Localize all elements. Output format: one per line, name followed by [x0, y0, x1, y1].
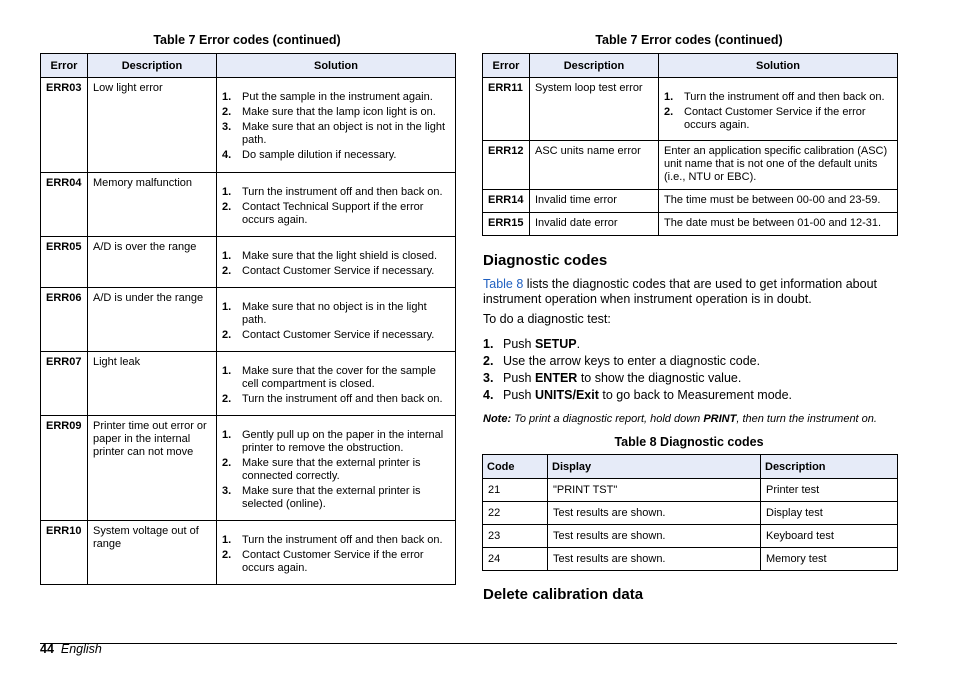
step-number: 3. — [483, 371, 494, 385]
step-number: 1. — [222, 534, 232, 546]
step-text: Gently pull up on the paper in the internal printer to remove the obstruction. — [242, 429, 444, 454]
step-text: Do sample dilution if necessary. — [242, 149, 397, 161]
step-text: Make sure that the external printer is selected (online). — [242, 485, 421, 510]
step-number: 1. — [483, 337, 494, 351]
diagnostic-step — [483, 371, 897, 388]
step-text: Make sure that no object is in the light path. — [242, 301, 427, 326]
error-solution — [217, 416, 456, 521]
diagnostic-display: "PRINT TST" — [548, 479, 761, 502]
error-description: Low light error — [88, 78, 217, 173]
error-description: A/D is over the range — [88, 237, 217, 288]
solution-step — [222, 429, 450, 455]
solution-steps — [222, 250, 450, 278]
step-number: 3. — [222, 485, 232, 497]
table-row — [483, 479, 898, 502]
solution-step — [222, 250, 450, 263]
solution-steps — [222, 429, 450, 511]
table-row — [41, 237, 456, 288]
footer-divider — [40, 643, 897, 644]
step-number: 4. — [222, 149, 232, 161]
table8-body — [483, 479, 898, 571]
solution-step — [222, 534, 450, 547]
step-number: 2. — [222, 549, 232, 561]
error-solution — [217, 352, 456, 416]
step-text: Make sure that the external printer is connected correctly. — [242, 457, 421, 482]
step-text: Contact Technical Support if the error occurs again. — [242, 201, 424, 226]
table-row — [41, 173, 456, 237]
step-text: Make sure that the cover for the sample cell compartment is closed. — [242, 365, 436, 390]
diagnostic-description: Memory test — [761, 548, 898, 571]
error-code: ERR15 — [483, 213, 530, 236]
solution-step — [222, 365, 450, 391]
solution-step — [222, 106, 450, 119]
error-solution — [217, 521, 456, 585]
diagnostic-display: Test results are shown. — [548, 525, 761, 548]
step-text: Make sure that an object is not in the light path. — [242, 121, 446, 146]
solution-steps — [222, 534, 450, 575]
left-table-caption: Table 7 Error codes (continued) — [153, 33, 341, 47]
step-number: 1. — [222, 301, 232, 313]
step-text: Contact Customer Service if necessary. — [242, 265, 435, 277]
error-code: ERR12 — [483, 141, 530, 190]
error-code: ERR04 — [41, 173, 88, 237]
solution-steps — [664, 91, 892, 132]
col-header-error: Error — [41, 54, 88, 78]
left-error-table — [40, 53, 456, 585]
diagnostic-intro — [483, 277, 897, 307]
solution-step — [664, 91, 892, 104]
error-solution — [217, 78, 456, 173]
diagnostic-intro-text: lists the diagnostic codes that are used to get information about instrument operation when instrument operation is in doubt. — [483, 277, 877, 306]
error-solution — [659, 78, 898, 141]
step-number: 2. — [222, 457, 232, 469]
solution-steps — [222, 91, 450, 162]
diagnostic-step — [483, 337, 897, 354]
step-text: Turn the instrument off and then back on. — [684, 91, 885, 103]
page-number: 44 — [40, 642, 54, 656]
solution-steps — [222, 301, 450, 342]
diagnostic-codes-heading: Diagnostic codes — [483, 252, 608, 269]
solution-step — [222, 393, 450, 406]
step-text: Push — [503, 337, 535, 351]
solution-step — [222, 149, 450, 162]
error-solution: The time must be between 00-00 and 23-59. — [659, 190, 898, 213]
error-code: ERR07 — [41, 352, 88, 416]
col-header-description: Description — [530, 54, 659, 78]
footer-language: English — [60, 642, 102, 656]
diagnostic-display: Test results are shown. — [548, 548, 761, 571]
diagnostic-description: Display test — [761, 502, 898, 525]
step-number: 2. — [222, 106, 232, 118]
diagnostic-description: Keyboard test — [761, 525, 898, 548]
error-description: Light leak — [88, 352, 217, 416]
error-solution — [217, 288, 456, 352]
table-row — [483, 213, 898, 236]
step-text: Push — [503, 388, 535, 402]
solution-step — [222, 201, 450, 227]
solution-step — [222, 549, 450, 575]
step-number: 4. — [483, 388, 494, 402]
col-header-error: Error — [483, 54, 530, 78]
error-description: Invalid date error — [530, 213, 659, 236]
step-number: 1. — [222, 91, 232, 103]
step-key: ENTER — [534, 371, 578, 385]
step-text: Contact Customer Service if the error occurs again. — [684, 106, 866, 131]
step-text: Make sure that the light shield is closed. — [242, 250, 438, 262]
error-solution: Enter an application specific calibration (ASC) unit name that is not one of the default units (i.e., NTU or EBC). — [659, 141, 898, 190]
col-header-solution: Solution — [217, 54, 456, 78]
step-number: 2. — [222, 265, 232, 277]
step-text: Contact Customer Service if necessary. — [242, 329, 435, 341]
table-row — [483, 525, 898, 548]
delete-calibration-heading: Delete calibration data — [483, 586, 644, 603]
note-label: Note: — [483, 413, 512, 425]
error-code: ERR14 — [483, 190, 530, 213]
step-text: Put the sample in the instrument again. — [242, 91, 433, 103]
table-row — [41, 521, 456, 585]
solution-step — [664, 106, 892, 132]
col-header-code: Code — [483, 455, 548, 479]
left-table-body — [41, 78, 456, 585]
diagnostic-code: 21 — [483, 479, 548, 502]
table-row — [41, 78, 456, 173]
step-number: 3. — [222, 121, 232, 133]
error-description: System loop test error — [530, 78, 659, 141]
table-row — [41, 416, 456, 521]
diagnostic-code: 23 — [483, 525, 548, 548]
error-description: Invalid time error — [530, 190, 659, 213]
solution-step — [222, 485, 450, 511]
diagnostic-step — [483, 388, 897, 405]
step-key: SETUP — [534, 337, 577, 351]
step-number: 2. — [222, 393, 232, 405]
table-row — [483, 548, 898, 571]
table8-link[interactable]: Table 8 — [483, 277, 524, 291]
table-row — [483, 141, 898, 190]
step-number: 2. — [483, 354, 494, 368]
table-row — [41, 288, 456, 352]
todo-text: To do a diagnostic test: — [483, 312, 611, 326]
step-number: 1. — [222, 429, 232, 441]
solution-step — [222, 301, 450, 327]
error-description: ASC units name error — [530, 141, 659, 190]
error-description: System voltage out of range — [88, 521, 217, 585]
diagnostic-code: 24 — [483, 548, 548, 571]
print-note — [483, 413, 897, 425]
solution-step — [222, 265, 450, 278]
table-row — [483, 190, 898, 213]
step-key: UNITS/Exit — [534, 388, 599, 402]
step-number: 1. — [222, 250, 232, 262]
step-text: Contact Customer Service if the error occurs again. — [242, 549, 424, 574]
diagnostic-codes-table — [482, 454, 898, 571]
col-header-display: Display — [548, 455, 761, 479]
table-row — [483, 502, 898, 525]
step-text: Turn the instrument off and then back on. — [242, 534, 443, 546]
error-code: ERR11 — [483, 78, 530, 141]
table-row — [41, 352, 456, 416]
step-number: 2. — [664, 106, 674, 118]
diagnostic-step — [483, 354, 897, 371]
page-footer — [40, 642, 102, 656]
step-number: 1. — [222, 186, 232, 198]
error-description: Memory malfunction — [88, 173, 217, 237]
error-solution — [217, 173, 456, 237]
step-number: 1. — [664, 91, 674, 103]
note-post: , then turn the instrument on. — [736, 413, 877, 425]
error-description: Printer time out error or paper in the internal printer can not move — [88, 416, 217, 521]
step-text-end: . — [576, 337, 581, 351]
solution-step — [222, 457, 450, 483]
step-text: Use the arrow keys to enter a diagnostic code. — [503, 354, 761, 368]
error-solution: The date must be between 01-00 and 12-31. — [659, 213, 898, 236]
error-code: ERR10 — [41, 521, 88, 585]
solution-steps — [222, 186, 450, 227]
solution-steps — [222, 365, 450, 406]
table-row — [483, 78, 898, 141]
error-code: ERR06 — [41, 288, 88, 352]
table8-caption: Table 8 Diagnostic codes — [614, 435, 764, 449]
col-header-description: Description — [88, 54, 217, 78]
error-description: A/D is under the range — [88, 288, 217, 352]
note-pre: To print a diagnostic report, hold down — [511, 413, 704, 425]
diagnostic-description: Printer test — [761, 479, 898, 502]
step-text: Make sure that the lamp icon light is on. — [242, 106, 436, 118]
solution-step — [222, 121, 450, 147]
right-error-table — [482, 53, 898, 236]
step-text-end: to show the diagnostic value. — [577, 371, 742, 385]
diagnostic-display: Test results are shown. — [548, 502, 761, 525]
col-header-solution: Solution — [659, 54, 898, 78]
note-print-keyword: PRINT — [703, 413, 737, 425]
right-table-body — [483, 78, 898, 236]
step-number: 1. — [222, 365, 232, 377]
col-header-description: Description — [761, 455, 898, 479]
diagnostic-code: 22 — [483, 502, 548, 525]
error-solution — [217, 237, 456, 288]
step-number: 2. — [222, 329, 232, 341]
right-table-caption: Table 7 Error codes (continued) — [595, 33, 783, 47]
step-text: Push — [503, 371, 535, 385]
step-text: Turn the instrument off and then back on. — [242, 393, 443, 405]
step-text-end: to go back to Measurement mode. — [598, 388, 793, 402]
error-code: ERR09 — [41, 416, 88, 521]
step-text: Turn the instrument off and then back on. — [242, 186, 443, 198]
solution-step — [222, 91, 450, 104]
solution-step — [222, 186, 450, 199]
error-code: ERR05 — [41, 237, 88, 288]
error-code: ERR03 — [41, 78, 88, 173]
solution-step — [222, 329, 450, 342]
step-number: 2. — [222, 201, 232, 213]
diagnostic-steps — [483, 337, 897, 405]
